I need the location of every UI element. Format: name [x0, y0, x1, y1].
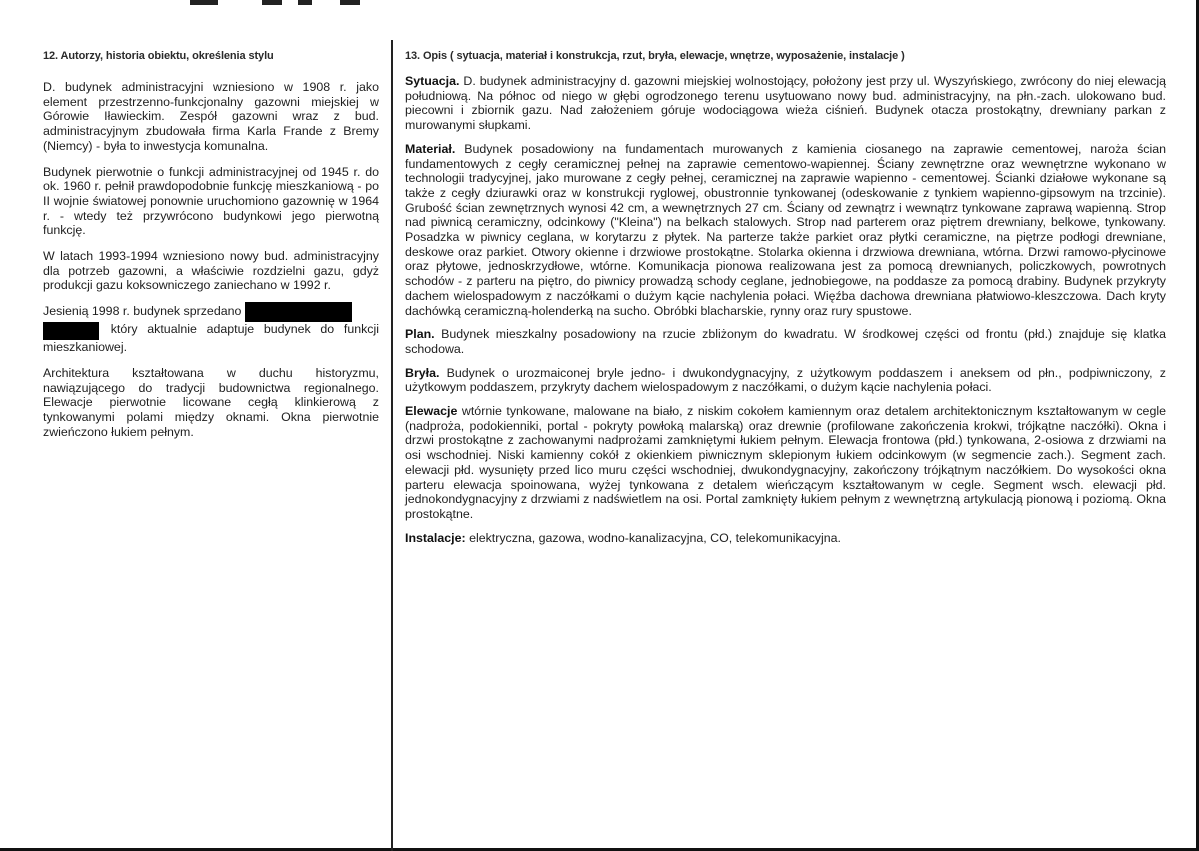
redaction-bar	[245, 302, 352, 322]
description-situation	[405, 74, 1166, 133]
section-13-title: 13. Opis ( sytuacja, materiał i konstrukcja, rzut, bryła, elewacje, wnętrze, wyposażenie, instalacje )	[405, 50, 905, 62]
page-top-edge	[0, 0, 1199, 12]
plan-text: Budynek mieszkalny posadowiony na rzucie zbliżonym do kwadratu. W środkowej części od frontu (płd.) znajduje się klatka schodowa.	[405, 327, 1166, 356]
massing-heading: Bryła.	[405, 365, 440, 380]
description-massing	[405, 366, 1166, 395]
architecture-paragraph: Architektura kształtowana w duchu historyzmu, nawiązującego do tradycji budownictwa regionalnego. Elewacje pierwotnie licowane cegłą klinkierową z tynkowanymi polami między oknami. Okna pierwotnie zwieńczono łukiem pełnym.	[43, 365, 379, 439]
installations-heading: Instalacje:	[405, 530, 466, 545]
edge-mark	[340, 0, 360, 5]
elevations-heading: Elewacje	[405, 404, 458, 419]
history-paragraph-2: Budynek pierwotnie o funkcji administracyjnej od 1945 r. do ok. 1960 r. pełnił prawdopodobnie funkcję mieszkaniową - po II wojnie światowej ponownie uruchomiono gazownię w 1964 r. - wtedy też przywrócono budynkowi jego pierwotną funkcję.	[43, 164, 379, 238]
redaction-bar	[43, 322, 99, 340]
situation-heading: Sytuacja.	[405, 74, 460, 88]
description-installations	[405, 531, 1166, 546]
section-13-description	[405, 50, 1166, 554]
section-12-title: 12. Autorzy, historia obiektu, określenia stylu	[43, 50, 274, 62]
installations-text: elektryczna, gazowa, wodno-kanalizacyjna, CO, telekomunikacyjna.	[469, 530, 841, 545]
column-divider	[391, 40, 393, 851]
plan-heading: Plan.	[405, 327, 435, 342]
edge-mark	[190, 0, 218, 5]
description-material	[405, 142, 1166, 318]
situation-text: D. budynek administracyjny d. gazowni miejskiej wolnostojący, położony jest przy ul. Wyszyńskiego, zwrócony do niej elewacją południową. Na północ od niego w głębi ogrodzonego terenu usytuowano nowy bud. administracyjny, na płn.-zach. ulokowano bud. piecowni i zbiornik gazu. Nad założeniem góruje wodociągowa wieża ciśnień. Budynek otacza prostokątny, drewniany parkan z murowanymi słupkami.	[405, 74, 1166, 133]
description-plan	[405, 327, 1166, 356]
material-text: Budynek posadowiony na fundamentach murowanych z kamienia ciosanego na zaprawie cementowej, naroża ścian fundamentowych z cegły ceramicznej pełnej na zaprawie cementowo-wapiennej. Ściany zewnętrzne oraz wewnętrzne wykonano w technologii tradycyjnej, jako murowane z cegły pełnej, ceramicznej na zaprawie wapienno - cementowej. Ścianki działowe wykonane są także z cegły dziurawki oraz w konstrukcji ryglowej, obustronnie tynkowanej (odeskowanie z tynkiem wapienno-gipsowym na trzcinie). Grubość ścian zewnętrznych wynosi 42 cm, a wewnętrznych 27 cm. Ściany od zewnątrz i wewnątrz tynkowane zaprawą wapienną. Strop nad piwnicą ceramiczny, odcinkowy ("Kleina") na belkach stalowych. Strop nad parterem oraz piętrem drewniany, belkowe, tynkowany. Posadzka w piwnicy ceglana, w korytarzu z płytek. Na parterze także parkiet oraz płytki ceramiczne, na piętrze podłogi drewniane, deskowe oraz parkiet. Otwory okienne i drzwiowe prostokątne. Stolarka okienna i drzwiowa drewniana, wtórna. Drzwi ramowo-płycinowe oraz płytowe, jednoskrzydłowe, wtórne. Komunikacja pionowa realizowana jest za pomocą drewnianych, policzkowych, powrotnych schodów - z parteru na piętro, do piwnicy prowadzą schody ceglane, jednobiegowe, na poddasze za pomocą drabiny. Budynek przykryty dachem wielospadowym z naczółkami o dużym kącie nachylenia połaci. Więźba dachowa drewniana płatwiowo-kleszczowa. Dach kryty dachówką ceramiczną-holenderką na sucho. Obróbki blacharskie, rynny oraz rury spustowe.	[405, 141, 1166, 318]
history-paragraph-sale	[43, 304, 379, 355]
elevations-text: wtórnie tynkowane, malowane na biało, z niskim cokołem kamiennym oraz detalem architektonicznym kształtowanym w cegle (nadproża, podokienniki, portal - pokryty powłoką malarską) oraz drewnie (profilowane zakończenia krokwi, trójkątne naczółki). Okna i drzwi prostokątne z zachowanymi nadprożami zamkniętymi łukiem pełnym. Elewacja frontowa (płd.) tynkowana, 2-osiowa z drzwiami na osi wschodniej. Niski kamienny cokół z okienkiem piwnicznym sklepionym łukiem odcinkowym (w segmencie zach.). Segment zach. elewacji płd. wysunięty przed lico muru części wschodniej, dwukondygnacyjny, zakończony trójkątnym naczółkiem. Do wysokości okna parteru elewacja spoinowana, wyżej tynkowana z detalem wieńczącym kształtowanym w cegle. Segment wsch. elewacji płd. jednokondygnacyjny z drzwiami z nadświetlem na osi. Portal zamknięty łukiem pełnym z wewnętrzną artykulacją pionową i poziomą. Okna prostokątne.	[405, 404, 1166, 521]
edge-mark	[262, 0, 282, 5]
history-paragraph-1: D. budynek administracyjni wzniesiono w 1908 r. jako element przestrzenno-funkcjonalny gazowni miejskiej w Górowie Iławieckim. Zespół gazowni wraz z bud. administracyjnym zbudowała firma Karla Frande z Bremy (Niemcy) - była to inwestycja komunalna.	[43, 80, 379, 153]
edge-mark	[298, 0, 312, 5]
massing-text: Budynek o urozmaiconej bryle jedno- i dwukondygnacyjny, z użytkowym poddaszem i aneksem od płn., podpiwniczony, z użytkowym poddaszem, przykryty dachem wielospadowym z naczółkami, o dużym kącie nachylenia połaci.	[405, 365, 1166, 395]
material-heading: Materiał.	[405, 141, 456, 156]
sale-text-end: który aktualnie adaptuje budynek do funkcji mieszkaniowej.	[43, 322, 379, 355]
description-elevations	[405, 404, 1166, 522]
section-12-authors-history	[43, 50, 379, 450]
history-paragraph-3: W latach 1993-1994 wzniesiono nowy bud. administracyjny dla potrzeb gazowni, a właściwie rozdzielni gazu, gdyż produkcji gazu koksowniczego zaniechano w 1992 r.	[43, 249, 379, 293]
sale-text-start: Jesienią 1998 r. budynek sprzedano	[43, 304, 242, 319]
